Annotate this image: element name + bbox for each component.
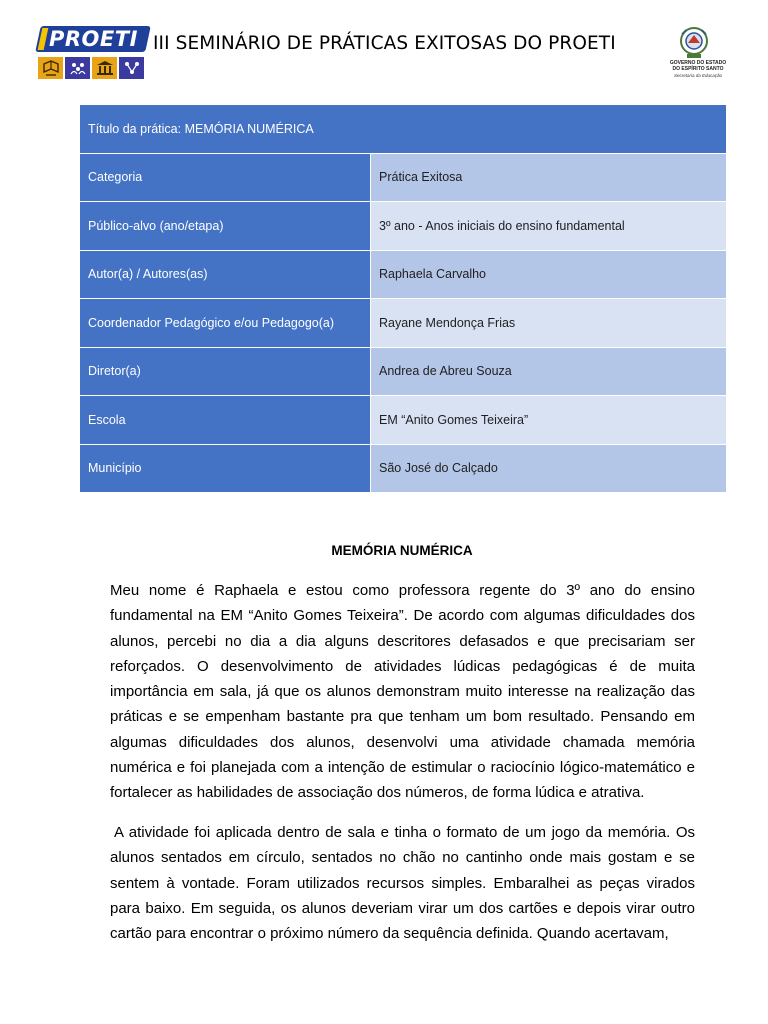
government-logo-text [660,61,736,72]
row-label-school: Escola [80,396,371,445]
state-crest-icon [674,26,714,60]
practice-title-cell: Título da prática: MEMÓRIA NUMÉRICA [80,105,727,154]
gov-logo-line2: DO ESPÍRITO SANTO [672,65,724,72]
book-pen-icon [38,57,63,79]
row-label-category: Categoria [80,153,371,202]
row-value-audience: 3º ano - Anos iniciais do ensino fundamental [371,202,727,251]
row-label-author: Autor(a) / Autores(as) [80,250,371,299]
proeti-logo [38,26,148,82]
people-icon [65,57,90,79]
proeti-logo-text: PROETI [48,27,138,51]
table-row [80,250,727,299]
row-label-coordinator: Coordenador Pedagógico e/ou Pedagogo(a) [80,299,371,348]
table-row [80,153,727,202]
gov-logo-subtitle: Secretaria da Educação [673,73,723,78]
table-row [80,299,727,348]
table-row [80,444,727,493]
row-value-category: Prática Exitosa [371,153,727,202]
practice-info-table [79,104,727,493]
seminar-title: III SEMINÁRIO DE PRÁTICAS EXITOSAS DO PROETI [153,33,616,54]
network-icon [119,57,144,79]
row-label-audience: Público-alvo (ano/etapa) [80,202,371,251]
row-value-coordinator: Rayane Mendonça Frias [371,299,727,348]
row-label-director: Diretor(a) [80,347,371,396]
table-title-row [80,105,727,154]
proeti-icon-strip [38,57,144,79]
table-row [80,347,727,396]
row-value-municipality: São José do Calçado [371,444,727,493]
row-value-director: Andrea de Abreu Souza [371,347,727,396]
row-label-municipality: Município [80,444,371,493]
page-header [0,0,768,90]
table-row [80,396,727,445]
row-value-author: Raphaela Carvalho [371,250,727,299]
table-row [80,202,727,251]
proeti-banner [35,26,151,52]
government-logo [660,26,736,84]
body-paragraph-1: Meu nome é Raphaela e estou como professora regente do 3º ano do ensino fundamental na EM “Anito Gomes Teixeira”. De acordo com algumas dificuldades dos alunos, percebi no dia a dia alguns descritores defasados e que precisariam ser reforçados. O desenvolvimento de atividades lúdicas pedagógicas é de muita importância em sala, já que os alunos demonstram muito interesse na realização das práticas e se empenham bastante pra que tenham um bom resultado. Pensando em algumas dificuldades dos alunos, desenvolvi uma atividade chamada memória numérica e foi planejada com a intenção de estimular o raciocínio lógico-matemático e fortalecer as habilidades de associação dos números, de forma lúdica e atrativa. [110,582,695,802]
document-heading: MEMÓRIA NUMÉRICA [331,543,473,558]
row-value-school: EM “Anito Gomes Teixeira” [371,396,727,445]
bank-icon [92,57,117,79]
gov-logo-line1: GOVERNO DO ESTADO [669,60,727,66]
body-paragraph-2: A atividade foi aplicada dentro de sala e tinha o formato de um jogo da memória. Os alunos sentados em círculo, sentados no chão no cantinho onde mais gostam e se sentem à vontade. Foram utilizados recursos simples. Embaralhei as peças virados para baixo. Em seguida, os alunos deveriam virar um dos cartões e depois virar outro cartão para encontrar o próximo número da sequência definida. Quando acertavam, [110,824,695,943]
